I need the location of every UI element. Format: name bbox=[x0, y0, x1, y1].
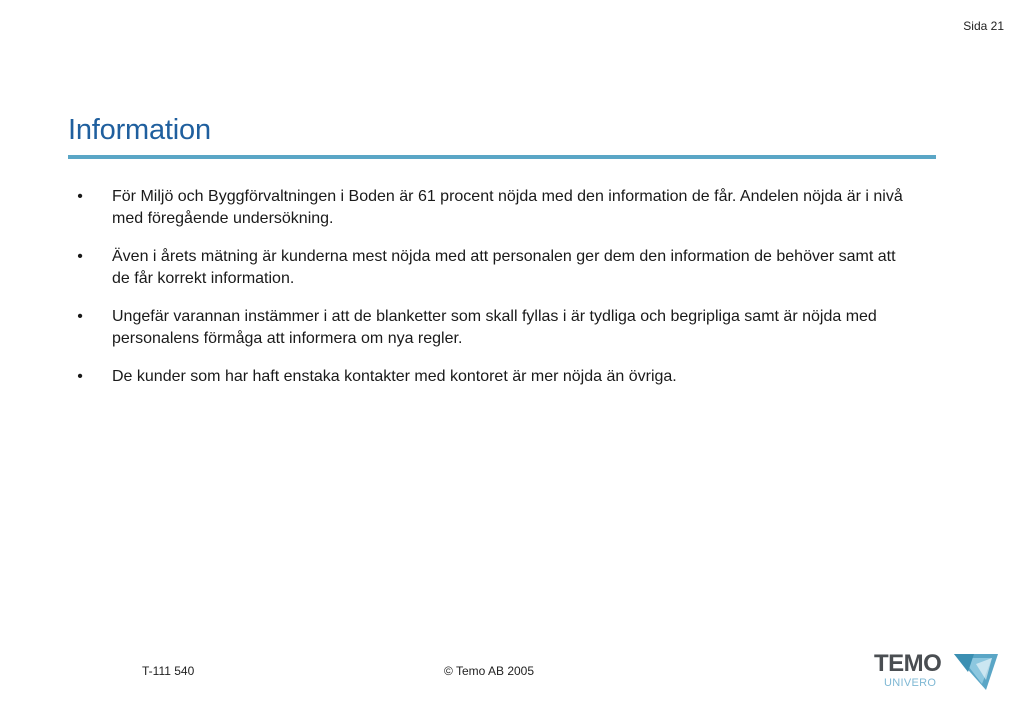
bullet-text: För Miljö och Byggförvaltningen i Boden är 61 procent nöjda med den information de får. Andelen nöjda är i nivå med föregående undersökning. bbox=[112, 188, 903, 227]
temo-logo bbox=[872, 648, 1002, 696]
temo-logo-icon bbox=[952, 650, 1000, 692]
bullet-text: Ungefär varannan instämmer i att de blanketter som skall fyllas i är tydliga och begripliga samt är nöjda med personalens förmåga att informera om nya regler. bbox=[112, 308, 877, 347]
title-divider bbox=[68, 155, 936, 159]
bullet-list bbox=[70, 186, 910, 404]
bullet-item bbox=[70, 366, 910, 388]
bullet-item bbox=[70, 186, 910, 230]
bullet-item bbox=[70, 306, 910, 350]
footer-copyright: © Temo AB 2005 bbox=[444, 664, 535, 678]
bullet-marker: • bbox=[77, 308, 83, 325]
bullet-marker: • bbox=[77, 368, 83, 385]
bullet-item bbox=[70, 246, 910, 290]
logo-name: TEMO bbox=[874, 650, 942, 677]
bullet-text: Även i årets mätning är kunderna mest nöjda med att personalen ger dem den information de behöver samt att de får korrekt information. bbox=[112, 248, 896, 287]
bullet-marker: • bbox=[77, 188, 83, 205]
footer-report-code: T-111 540 bbox=[142, 664, 195, 678]
slide-title: Information bbox=[68, 114, 211, 146]
logo-subname: UNIVERO bbox=[884, 677, 937, 689]
bullet-text: De kunder som har haft enstaka kontakter med kontoret är mer nöjda än övriga. bbox=[112, 368, 677, 385]
bullet-marker: • bbox=[77, 248, 83, 265]
page-number: Sida 21 bbox=[963, 19, 1004, 33]
